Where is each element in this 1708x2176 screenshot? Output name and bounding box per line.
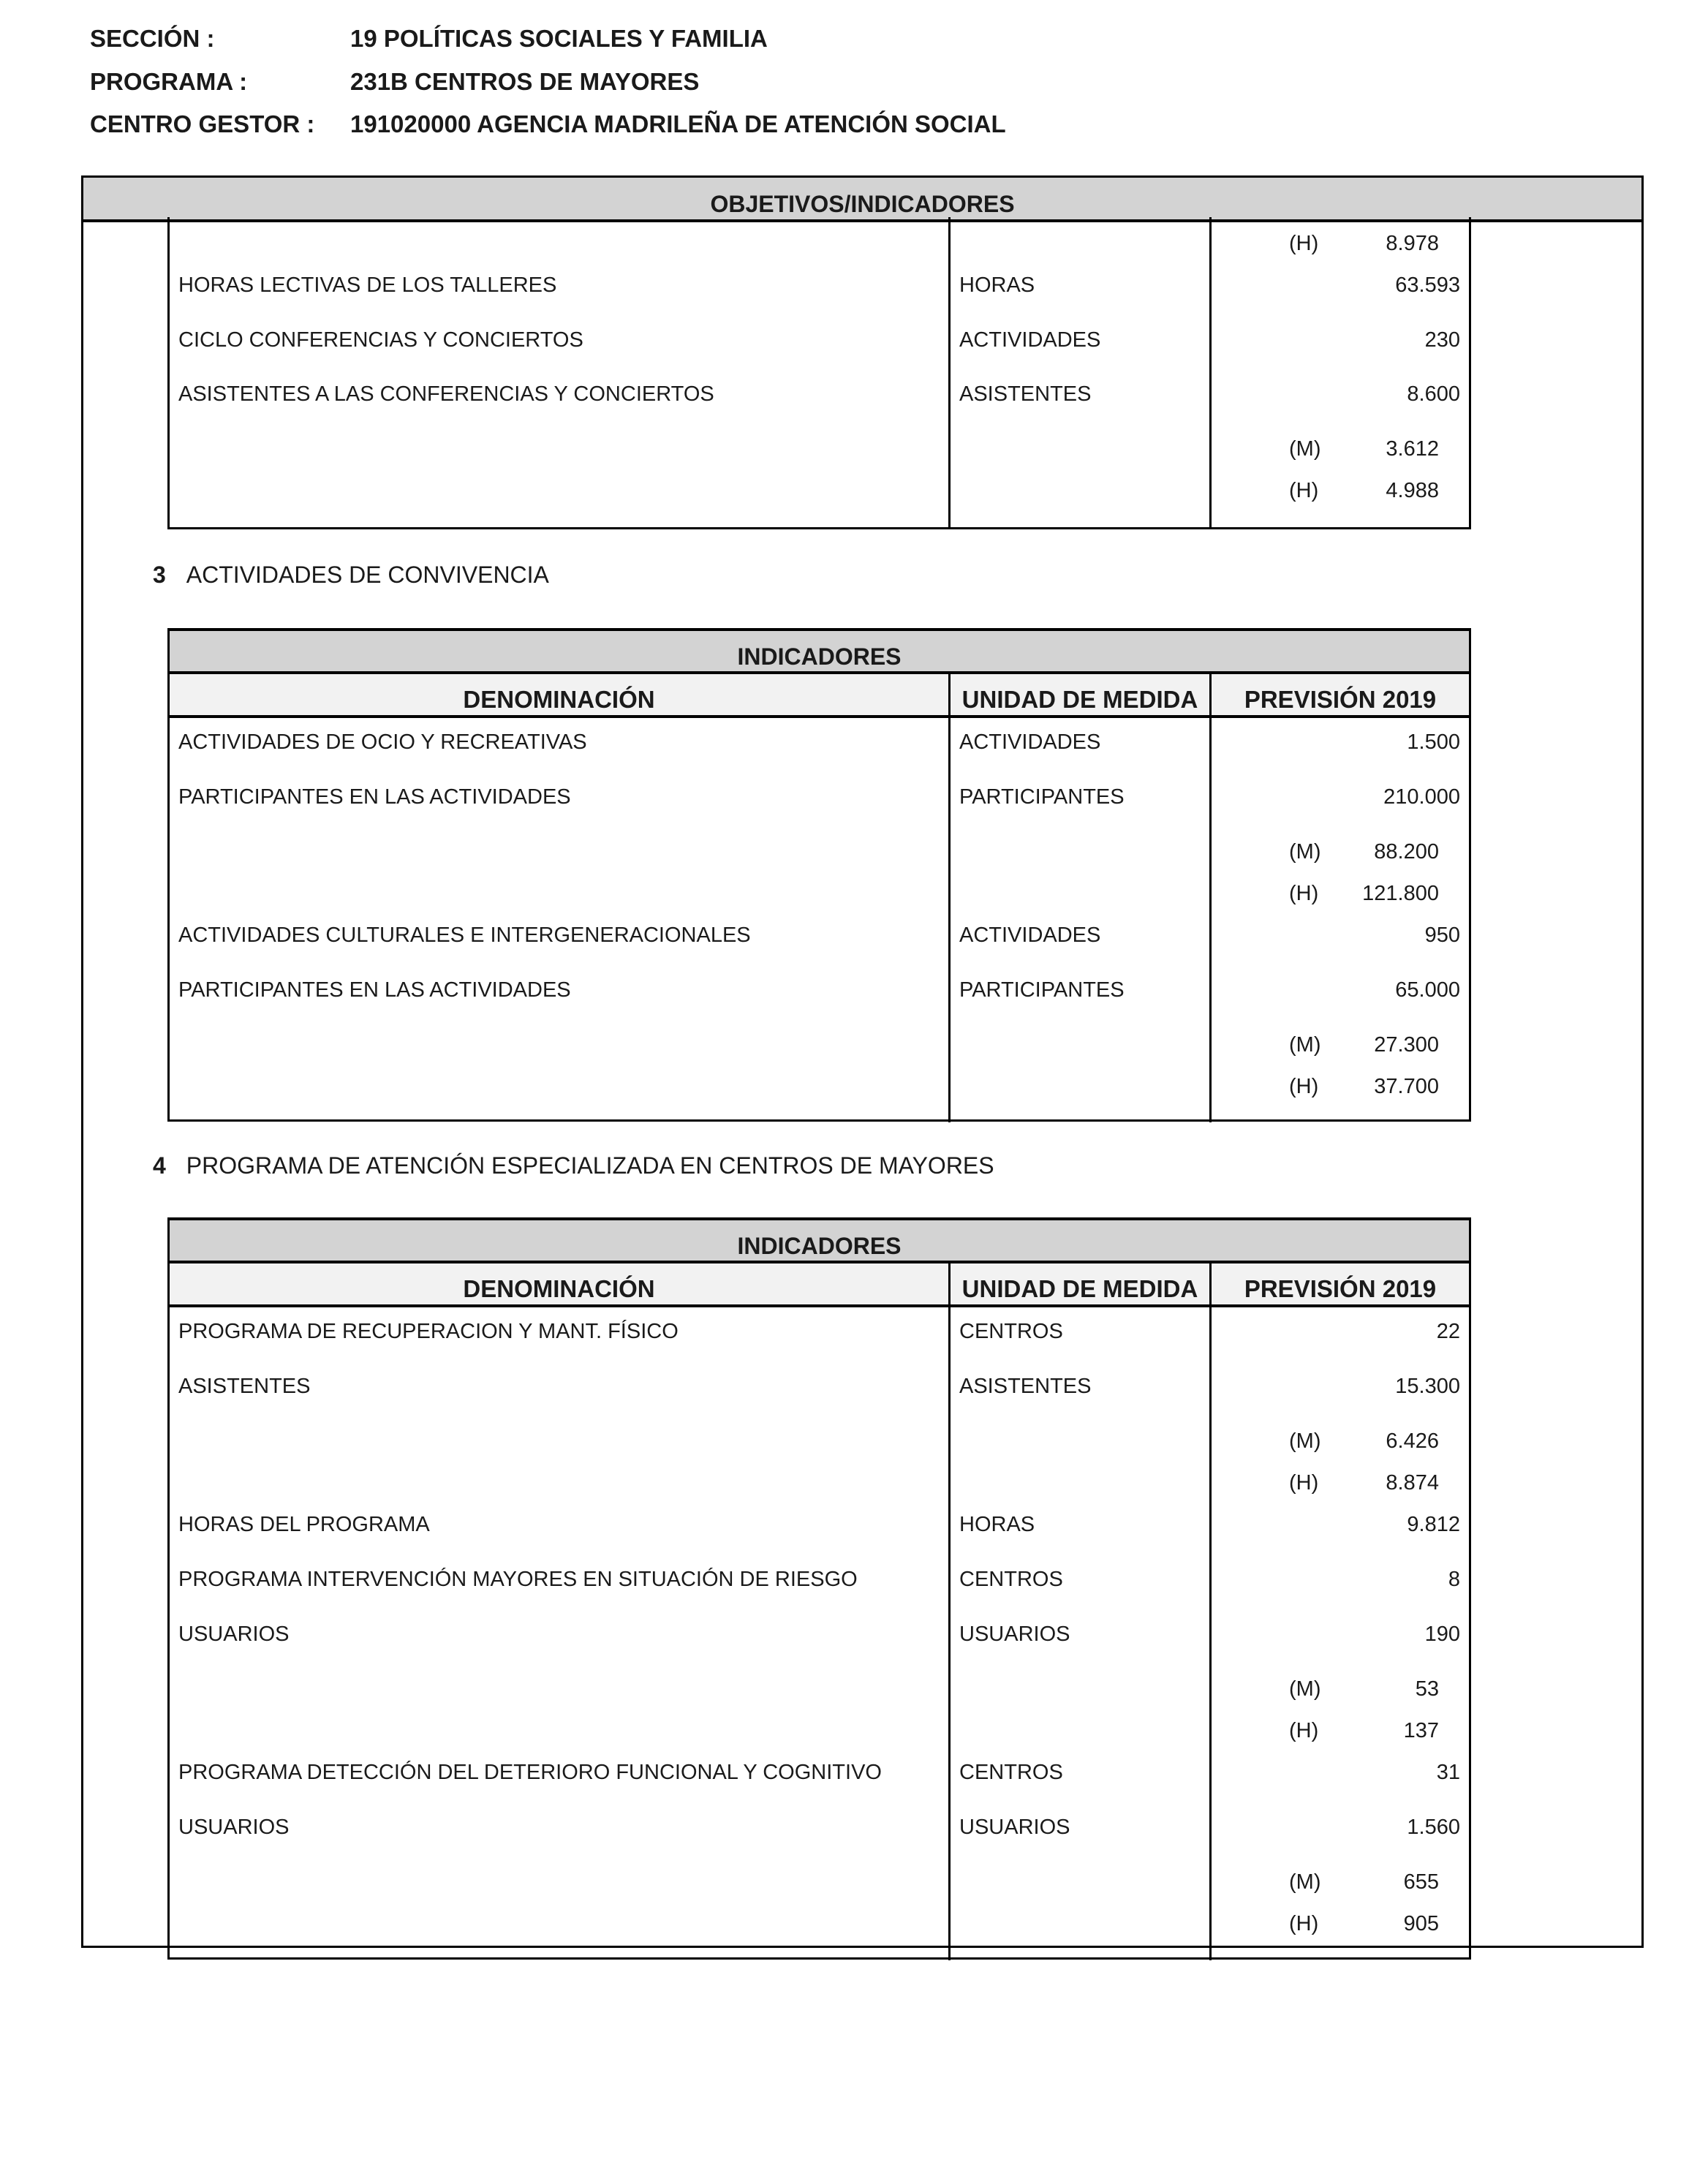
prevision-value: 65.000	[1395, 978, 1460, 1002]
denominacion-cell: PROGRAMA DETECCIÓN DEL DETERIORO FUNCIONAL Y COGNITIVO	[178, 1761, 882, 1784]
prevision-value: 6.426	[1386, 1429, 1439, 1453]
sex-label: (M)	[1289, 1033, 1321, 1057]
denominacion-cell: ACTIVIDADES DE OCIO Y RECREATIVAS	[178, 730, 587, 754]
prevision-value: 15.300	[1395, 1375, 1460, 1398]
unidad-cell: ACTIVIDADES	[959, 328, 1101, 352]
unidad-cell: USUARIOS	[959, 1816, 1070, 1839]
centro-gestor-value: 191020000 AGENCIA MADRILEÑA DE ATENCIÓN SOCIAL	[350, 110, 1006, 137]
denominacion-cell: PROGRAMA DE RECUPERACION Y MANT. FÍSICO	[178, 1320, 679, 1343]
denominacion-cell: PARTICIPANTES EN LAS ACTIVIDADES	[178, 785, 571, 809]
prevision-value: 3.612	[1386, 437, 1439, 461]
sex-label: (H)	[1289, 232, 1319, 255]
denominacion-cell: ACTIVIDADES CULTURALES E INTERGENERACIONALES	[178, 923, 751, 947]
indicadores-band: INDICADORES	[170, 1220, 1469, 1263]
column-headers	[170, 674, 1469, 718]
indicadores-band: INDICADORES	[170, 631, 1469, 674]
section-name: PROGRAMA DE ATENCIÓN ESPECIALIZADA EN CENTROS DE MAYORES	[186, 1152, 994, 1179]
sex-label: (H)	[1289, 882, 1319, 905]
prevision-value: 905	[1403, 1912, 1439, 1935]
prevision-value: 8	[1448, 1568, 1460, 1591]
column-divider	[1209, 217, 1212, 527]
prevision-value: 1.500	[1407, 730, 1460, 754]
section-number: 4	[153, 1152, 166, 1179]
unidad-cell: ASISTENTES	[959, 382, 1092, 406]
column-divider	[948, 217, 951, 527]
col-unidad-medida: UNIDAD DE MEDIDA	[951, 674, 1212, 715]
programa-value: 231B CENTROS DE MAYORES	[350, 68, 700, 95]
prevision-value: 210.000	[1383, 785, 1460, 809]
sex-label: (M)	[1289, 1429, 1321, 1453]
table-body	[170, 217, 1469, 527]
unidad-cell: HORAS	[959, 1513, 1035, 1536]
indicators-table-section-4	[167, 1217, 1471, 1960]
denominacion-cell: CICLO CONFERENCIAS Y CONCIERTOS	[178, 328, 583, 352]
centro-gestor-label: CENTRO GESTOR :	[90, 110, 315, 137]
prevision-value: 37.700	[1374, 1075, 1439, 1098]
column-divider	[1209, 1307, 1212, 1960]
sex-label: (M)	[1289, 437, 1321, 461]
unidad-cell: HORAS	[959, 273, 1035, 297]
prevision-value: 4.988	[1386, 479, 1439, 502]
prevision-value: 27.300	[1374, 1033, 1439, 1057]
table-body	[170, 718, 1469, 1122]
column-divider	[1209, 718, 1212, 1122]
unidad-cell: PARTICIPANTES	[959, 978, 1125, 1002]
denominacion-cell: HORAS DEL PROGRAMA	[178, 1513, 430, 1536]
prevision-value: 8.600	[1407, 382, 1460, 406]
col-denominacion: DENOMINACIÓN	[170, 1263, 951, 1304]
table-body	[170, 1307, 1469, 1960]
sex-label: (M)	[1289, 840, 1321, 864]
column-headers	[170, 1263, 1469, 1307]
denominacion-cell: ASISTENTES A LAS CONFERENCIAS Y CONCIERTOS	[178, 382, 714, 406]
denominacion-cell: HORAS LECTIVAS DE LOS TALLERES	[178, 273, 557, 297]
section-name: ACTIVIDADES DE CONVIVENCIA	[186, 562, 549, 588]
denominacion-cell: ASISTENTES	[178, 1375, 311, 1398]
prevision-value: 137	[1403, 1719, 1439, 1742]
sex-label: (M)	[1289, 1870, 1321, 1894]
section-4-title	[153, 1152, 994, 1179]
unidad-cell: USUARIOS	[959, 1622, 1070, 1646]
sex-label: (H)	[1289, 1719, 1319, 1742]
sex-label: (H)	[1289, 1075, 1319, 1098]
prevision-value: 9.812	[1407, 1513, 1460, 1536]
section-number: 3	[153, 562, 166, 588]
unidad-cell: CENTROS	[959, 1320, 1063, 1343]
prevision-value: 950	[1424, 923, 1460, 947]
prevision-value: 1.560	[1407, 1816, 1460, 1839]
unidad-cell: ACTIVIDADES	[959, 923, 1101, 947]
prevision-value: 31	[1436, 1761, 1460, 1784]
sex-label: (M)	[1289, 1677, 1321, 1701]
denominacion-cell: PROGRAMA INTERVENCIÓN MAYORES EN SITUACIÓN DE RIESGO	[178, 1568, 858, 1591]
prevision-value: 190	[1424, 1622, 1460, 1646]
seccion-label: SECCIÓN :	[90, 25, 215, 52]
prevision-value: 53	[1415, 1677, 1439, 1701]
sex-label: (H)	[1289, 479, 1319, 502]
prevision-value: 121.800	[1362, 882, 1439, 905]
denominacion-cell: USUARIOS	[178, 1816, 290, 1839]
unidad-cell: ASISTENTES	[959, 1375, 1092, 1398]
prevision-value: 22	[1436, 1320, 1460, 1343]
col-prevision: PREVISIÓN 2019	[1244, 686, 1437, 713]
seccion-value: 19 POLÍTICAS SOCIALES Y FAMILIA	[350, 25, 768, 52]
denominacion-cell: USUARIOS	[178, 1622, 290, 1646]
col-prevision: PREVISIÓN 2019	[1244, 1275, 1437, 1302]
prevision-value: 8.978	[1386, 232, 1439, 255]
prevision-value: 63.593	[1395, 273, 1460, 297]
unidad-cell: CENTROS	[959, 1568, 1063, 1591]
unidad-cell: CENTROS	[959, 1761, 1063, 1784]
prevision-value: 230	[1424, 328, 1460, 352]
denominacion-cell: PARTICIPANTES EN LAS ACTIVIDADES	[178, 978, 571, 1002]
objetivos-indicadores-title: OBJETIVOS/INDICADORES	[83, 178, 1641, 222]
prevision-value: 8.874	[1386, 1471, 1439, 1495]
column-divider	[948, 718, 951, 1122]
col-denominacion: DENOMINACIÓN	[170, 674, 951, 715]
prevision-value: 88.200	[1374, 840, 1439, 864]
indicators-table-section-3	[167, 628, 1471, 1122]
col-unidad-medida: UNIDAD DE MEDIDA	[951, 1263, 1212, 1304]
indicators-table-continuation	[167, 217, 1471, 529]
unidad-cell: ACTIVIDADES	[959, 730, 1101, 754]
section-3-title	[153, 562, 549, 589]
unidad-cell: PARTICIPANTES	[959, 785, 1125, 809]
programa-label: PROGRAMA :	[90, 68, 248, 95]
prevision-value: 655	[1403, 1870, 1439, 1894]
sex-label: (H)	[1289, 1912, 1319, 1935]
column-divider	[948, 1307, 951, 1960]
sex-label: (H)	[1289, 1471, 1319, 1495]
